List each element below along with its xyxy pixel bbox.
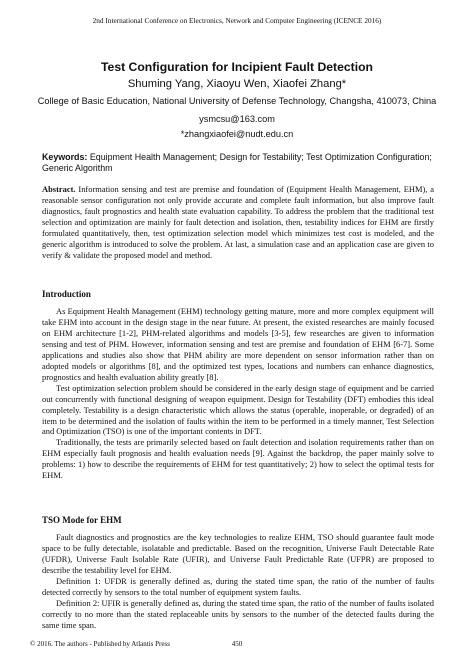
keywords-block bbox=[42, 152, 434, 174]
paragraph: As Equipment Health Management (EHM) technology getting mature, more and more complex equipment will take EHM into account in the design stage in the near future. At present, the existed researches are mainly focused on EHM architecture [1-2], PHM-related algorithms and models [3-5], few researches are given to information sensing and test of PHM. However, information sensing and test are premise and foundation of EHM [6-7]. Some applications and studies also show that PHM ability are more dependent on sensor information rather than on adopted models or algorithms [8], and the optimized test types, locations and numbers can enhance diagnostics, prognostics and health evaluation ability greatly [8]. bbox=[42, 306, 434, 382]
paragraph: Definition 1: UFDR is generally defined as, during the stated time span, the ratio of the number of faults detected correctly by sensors to the total number of equipment system faults. bbox=[42, 575, 434, 597]
paragraph: Traditionally, the tests are primarily selected based on fault detection and isolation requirements rather than on EHM especially fault prognosis and health evaluation needs [9]. Against the backdrop, the paper mainly solve to problems: 1) how to describe the requirements of EHM for test quantitatively; 2) how to select the optimal tests for EHM. bbox=[42, 437, 434, 481]
tso-mode-body bbox=[42, 532, 434, 631]
affiliation: College of Basic Education, National University of Defense Technology, Changsha, 410073, China bbox=[37, 96, 437, 106]
copyright-notice: © 2016. The authors - Published by Atlantis Press bbox=[30, 640, 170, 648]
paragraph: Fault diagnostics and prognostics are the key technologies to realize EHM, TSO should guarantee fault mode space to be fully detectable, isolatable and predictable. Based on the recognition, Universe Fault Detectable Rate (UFDR), Universe Fault Isolable Rate (UFIR), and Universe Fault Predictable Rate (UFPR) are proposed to describe the testability level for EHM. bbox=[42, 532, 434, 575]
keywords-text: Equipment Health Management; Design for Testability; Test Optimization Configuration; Generic Algorithm bbox=[42, 152, 432, 173]
keywords-label: Keywords: bbox=[42, 152, 88, 162]
author-list: Shuming Yang, Xiaoyu Wen, Xiaofei Zhang* bbox=[127, 78, 347, 90]
section-heading-introduction: Introduction bbox=[42, 289, 91, 299]
abstract-label: Abstract. bbox=[42, 184, 76, 194]
author-email-2: *zhangxiaofei@nudt.edu.cn bbox=[180, 129, 294, 139]
conference-header: 2nd International Conference on Electronics, Network and Computer Engineering (ICENCE 2016) bbox=[92, 16, 382, 25]
section-heading-tso-mode: TSO Mode for EHM bbox=[42, 515, 122, 525]
paragraph: Test optimization selection problem should be considered in the early design stage of equipment and be carried out concurrently with functional designing of weapon equipment. Design for Testability (DFT) embodies this ideal completely. Testability is a design characteristic which allows the status (operable, inoperable, or degraded) of an item to be determined and the isolation of faults within the item to be performed in a timely manner, Test Selection and Optimization (TSO) is one of the important contents in DFT. bbox=[42, 382, 434, 437]
abstract-block bbox=[42, 184, 434, 261]
paragraph: Definition 2: UFIR is generally defined as, during the stated time span, the ratio of the number of faults isolated correctly to no more than the stated replaceable units by sensors to the number of the detected faults during the same time span. bbox=[42, 597, 434, 630]
introduction-body bbox=[42, 306, 434, 481]
author-email-1: ysmcsu@163.com bbox=[199, 114, 275, 124]
page-number: 450 bbox=[231, 640, 243, 648]
abstract-text: Information sensing and test are premise and foundation of (Equipment Health Management, EHM), a reasonable sensor configuration not only provide accurate and complete fault information, but also improve fault diagnostics, fault prognostics and health state evaluation capability. To address the problem that the traditional test selection and optimization are mainly for fault detection and isolation, then, testability indices for EHM are firstly formulated quantitatively, then, test optimization selection model which minimizes test cost is modeled, and the generic algorithm is introduced to solve the problem. At last, a simulation case and an application case are given to verify & validate the proposed model and method. bbox=[42, 184, 435, 260]
paper-title: Test Configuration for Incipient Fault Detection bbox=[101, 60, 373, 74]
